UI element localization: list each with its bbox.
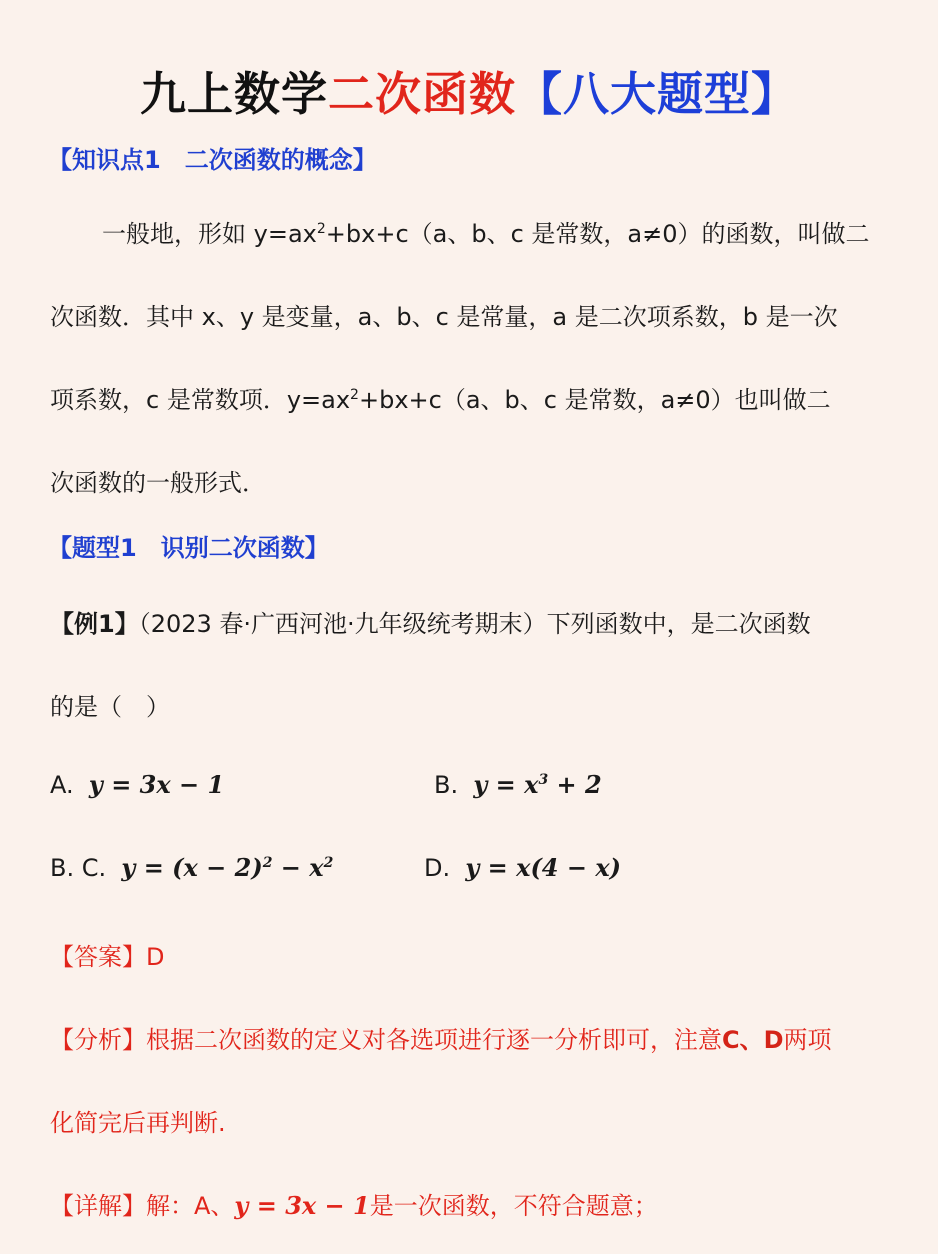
- analysis-line-1: [50, 1020, 832, 1055]
- concept-line-4: 次函数的一般形式．: [50, 469, 266, 497]
- example-line-2: 的是（ ）: [50, 693, 170, 721]
- page-title: [0, 58, 938, 124]
- concept-line-3-rest: +bx+c（a、b、c 是常数，a≠0）也叫做二: [358, 386, 831, 414]
- concept-line-1-text: 一般地，形如 y=ax: [102, 220, 317, 248]
- detail-formula: y = 3x − 1: [234, 1191, 370, 1220]
- example-line-1: [50, 604, 811, 639]
- analysis-options-cd: C、D: [722, 1026, 784, 1054]
- detail-text-end: 是一次函数，不符合题意；: [369, 1192, 658, 1220]
- option-a-formula: y = 3x − 1: [88, 770, 225, 799]
- answer-label: 【答案】: [50, 943, 146, 971]
- detail-label: 【详解】: [50, 1192, 146, 1220]
- option-c-formula-base: y = (x − 2): [121, 853, 263, 882]
- option-c: [50, 853, 333, 882]
- option-c-formula-mid: − x: [272, 853, 324, 882]
- question-type-heading: 【题型1 识别二次函数】: [48, 534, 329, 562]
- concept-line-1: [50, 214, 869, 249]
- example-text-1: （2023 春·广西河池·九年级统考期末）下列函数中，是二次函数: [138, 610, 811, 638]
- option-a: [50, 770, 224, 799]
- answer-line: [50, 937, 164, 972]
- option-c-formula: [121, 853, 333, 882]
- option-a-label: A.: [50, 771, 74, 799]
- concept-line-3-text: 项系数，c 是常数项．y=ax: [50, 386, 351, 414]
- title-part-types: 【八大题型】: [516, 67, 798, 121]
- option-d-formula: y = x(4 − x): [465, 853, 621, 882]
- option-c-exponent-2: 2: [323, 855, 334, 871]
- option-c-exponent-1: 2: [262, 855, 273, 871]
- option-b-exponent: 3: [538, 772, 549, 788]
- answer-value: D: [146, 943, 165, 971]
- analysis-label: 【分析】: [50, 1026, 146, 1054]
- concept-line-3-exponent: 2: [350, 387, 359, 403]
- concept-line-3: [50, 380, 831, 415]
- title-part-topic: 二次函数: [328, 67, 516, 121]
- detail-text: 解：A、: [146, 1192, 235, 1220]
- example-label: 【例1】: [50, 610, 139, 638]
- concept-line-1-rest: +bx+c（a、b、c 是常数，a≠0）的函数，叫做二: [325, 220, 870, 248]
- option-d: [424, 853, 621, 882]
- analysis-line-2: 化简完后再判断.: [50, 1109, 226, 1137]
- title-part-grade: 九上数学: [140, 67, 328, 121]
- option-b-formula-base: y = x: [473, 770, 539, 799]
- analysis-text-1: 根据二次函数的定义对各选项进行逐一分析即可，注意: [146, 1026, 722, 1054]
- option-b-label: B.: [434, 771, 459, 799]
- option-b: [434, 770, 602, 799]
- concept-line-2: 次函数．其中 x、y 是变量，a、b、c 是常量，a 是二次项系数，b 是一次: [50, 303, 838, 331]
- analysis-text-1-end: 两项: [783, 1026, 832, 1054]
- option-c-label: C.: [81, 854, 107, 882]
- option-c-prefix: B.: [50, 854, 75, 882]
- option-d-label: D.: [424, 854, 451, 882]
- knowledge-point-heading: 【知识点1 二次函数的概念】: [48, 146, 377, 174]
- option-b-formula-rest: + 2: [548, 770, 602, 799]
- concept-line-1-exponent: 2: [316, 221, 326, 237]
- detail-line: [50, 1186, 658, 1221]
- option-b-formula: [473, 770, 601, 799]
